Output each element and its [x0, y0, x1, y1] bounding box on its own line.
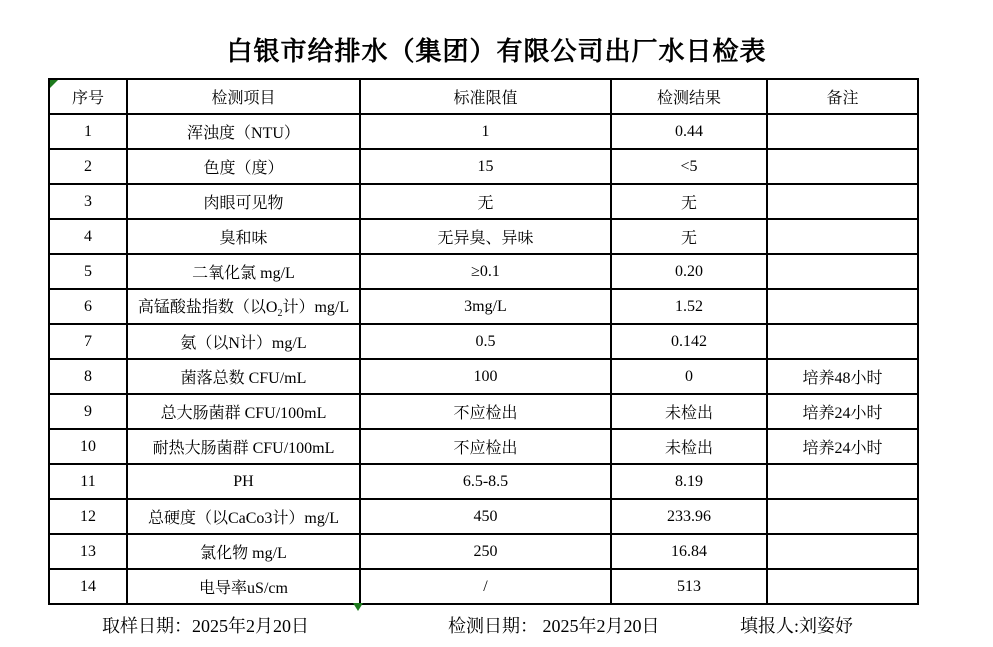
cell-test-result: 0.44 [611, 114, 767, 149]
cell-test-item: 浑浊度（NTU） [127, 114, 360, 149]
reporter-name: 填报人:刘姿妤 [740, 616, 854, 636]
cell-test-item: 电导率uS/cm [127, 569, 360, 604]
cell-test-result: 0.20 [611, 254, 767, 289]
cell-standard-limit: 不应检出 [360, 429, 611, 464]
cell-test-result: 1.52 [611, 289, 767, 324]
cell-row-number: 12 [49, 499, 127, 534]
table-row [49, 359, 918, 394]
cell-standard-limit: 1 [360, 114, 611, 149]
cell-row-number: 7 [49, 324, 127, 359]
cell-standard-limit: 3mg/L [360, 289, 611, 324]
cell-note [767, 114, 918, 149]
col-header-no: 序号 [49, 79, 127, 114]
cell-test-result: 8.19 [611, 464, 767, 499]
cell-test-item: 菌落总数 CFU/mL [127, 359, 360, 394]
cell-row-number: 1 [49, 114, 127, 149]
cell-test-result: 16.84 [611, 534, 767, 569]
table-row [49, 464, 918, 499]
cell-note [767, 499, 918, 534]
cell-standard-limit: 0.5 [360, 324, 611, 359]
cell-row-number: 10 [49, 429, 127, 464]
test-date: 检测日期： 2025年2月20日 [448, 616, 660, 636]
cell-standard-limit: 6.5-8.5 [360, 464, 611, 499]
cell-test-item: 色度（度） [127, 149, 360, 184]
cell-test-item: 总大肠菌群 CFU/100mL [127, 394, 360, 429]
cell-row-number: 11 [49, 464, 127, 499]
cell-test-result: 未检出 [611, 394, 767, 429]
cell-note [767, 534, 918, 569]
cell-note [767, 289, 918, 324]
cell-test-item: PH [127, 464, 360, 499]
green-corner-marker-icon [50, 80, 58, 88]
header-row [49, 79, 918, 114]
col-header-item: 检测项目 [127, 79, 360, 114]
cell-row-number: 9 [49, 394, 127, 429]
cell-test-result: 233.96 [611, 499, 767, 534]
cell-standard-limit: / [360, 569, 611, 604]
cell-test-result: 无 [611, 184, 767, 219]
cell-test-result: 513 [611, 569, 767, 604]
cell-test-item: 高锰酸盐指数（以$O_2$计）mg/L [127, 289, 360, 324]
table-row [49, 429, 918, 464]
table-row [49, 499, 918, 534]
table-row [49, 534, 918, 569]
cell-standard-limit: ≥0.1 [360, 254, 611, 289]
cell-test-result: 0 [611, 359, 767, 394]
cell-row-number: 4 [49, 219, 127, 254]
cell-standard-limit: 无 [360, 184, 611, 219]
table-row [49, 394, 918, 429]
cell-note [767, 324, 918, 359]
col-header-result: 检测结果 [611, 79, 767, 114]
cell-note: 培养24小时 [767, 394, 918, 429]
table-body [49, 114, 918, 604]
green-bottom-marker-icon [353, 603, 363, 611]
cell-test-result: 未检出 [611, 429, 767, 464]
col-header-limit: 标准限值 [360, 79, 611, 114]
table-row [49, 184, 918, 219]
cell-test-item: 二氧化氯 mg/L [127, 254, 360, 289]
sampling-date: 取样日期：2025年2月20日 [102, 616, 309, 636]
col-header-note: 备注 [767, 79, 918, 114]
table-row [49, 149, 918, 184]
table-row [49, 324, 918, 359]
table-row [49, 569, 918, 604]
cell-standard-limit: 15 [360, 149, 611, 184]
cell-test-result: <5 [611, 149, 767, 184]
table-row [49, 219, 918, 254]
table-row [49, 114, 918, 149]
cell-note: 培养48小时 [767, 359, 918, 394]
cell-note [767, 219, 918, 254]
cell-test-result: 0.142 [611, 324, 767, 359]
cell-note [767, 569, 918, 604]
cell-standard-limit: 不应检出 [360, 394, 611, 429]
cell-standard-limit: 100 [360, 359, 611, 394]
cell-test-item: 总硬度（以CaCo3计）mg/L [127, 499, 360, 534]
cell-test-item: 氨（以N计）mg/L [127, 324, 360, 359]
cell-note: 培养24小时 [767, 429, 918, 464]
cell-note [767, 184, 918, 219]
cell-test-item: 臭和味 [127, 219, 360, 254]
cell-row-number: 5 [49, 254, 127, 289]
cell-row-number: 2 [49, 149, 127, 184]
cell-test-item: 耐热大肠菌群 CFU/100mL [127, 429, 360, 464]
page-title: 白银市给排水（集团）有限公司出厂水日检表 [226, 37, 767, 66]
cell-standard-limit: 250 [360, 534, 611, 569]
cell-row-number: 8 [49, 359, 127, 394]
cell-standard-limit: 无异臭、异味 [360, 219, 611, 254]
cell-standard-limit: 450 [360, 499, 611, 534]
cell-test-item: 肉眼可见物 [127, 184, 360, 219]
cell-row-number: 13 [49, 534, 127, 569]
table-row [49, 289, 918, 324]
inspection-table [48, 78, 919, 605]
cell-note [767, 149, 918, 184]
cell-test-item: 氯化物 mg/L [127, 534, 360, 569]
cell-note [767, 464, 918, 499]
cell-note [767, 254, 918, 289]
cell-row-number: 3 [49, 184, 127, 219]
cell-test-result: 无 [611, 219, 767, 254]
footer [0, 612, 993, 638]
cell-row-number: 6 [49, 289, 127, 324]
table-row [49, 254, 918, 289]
cell-row-number: 14 [49, 569, 127, 604]
